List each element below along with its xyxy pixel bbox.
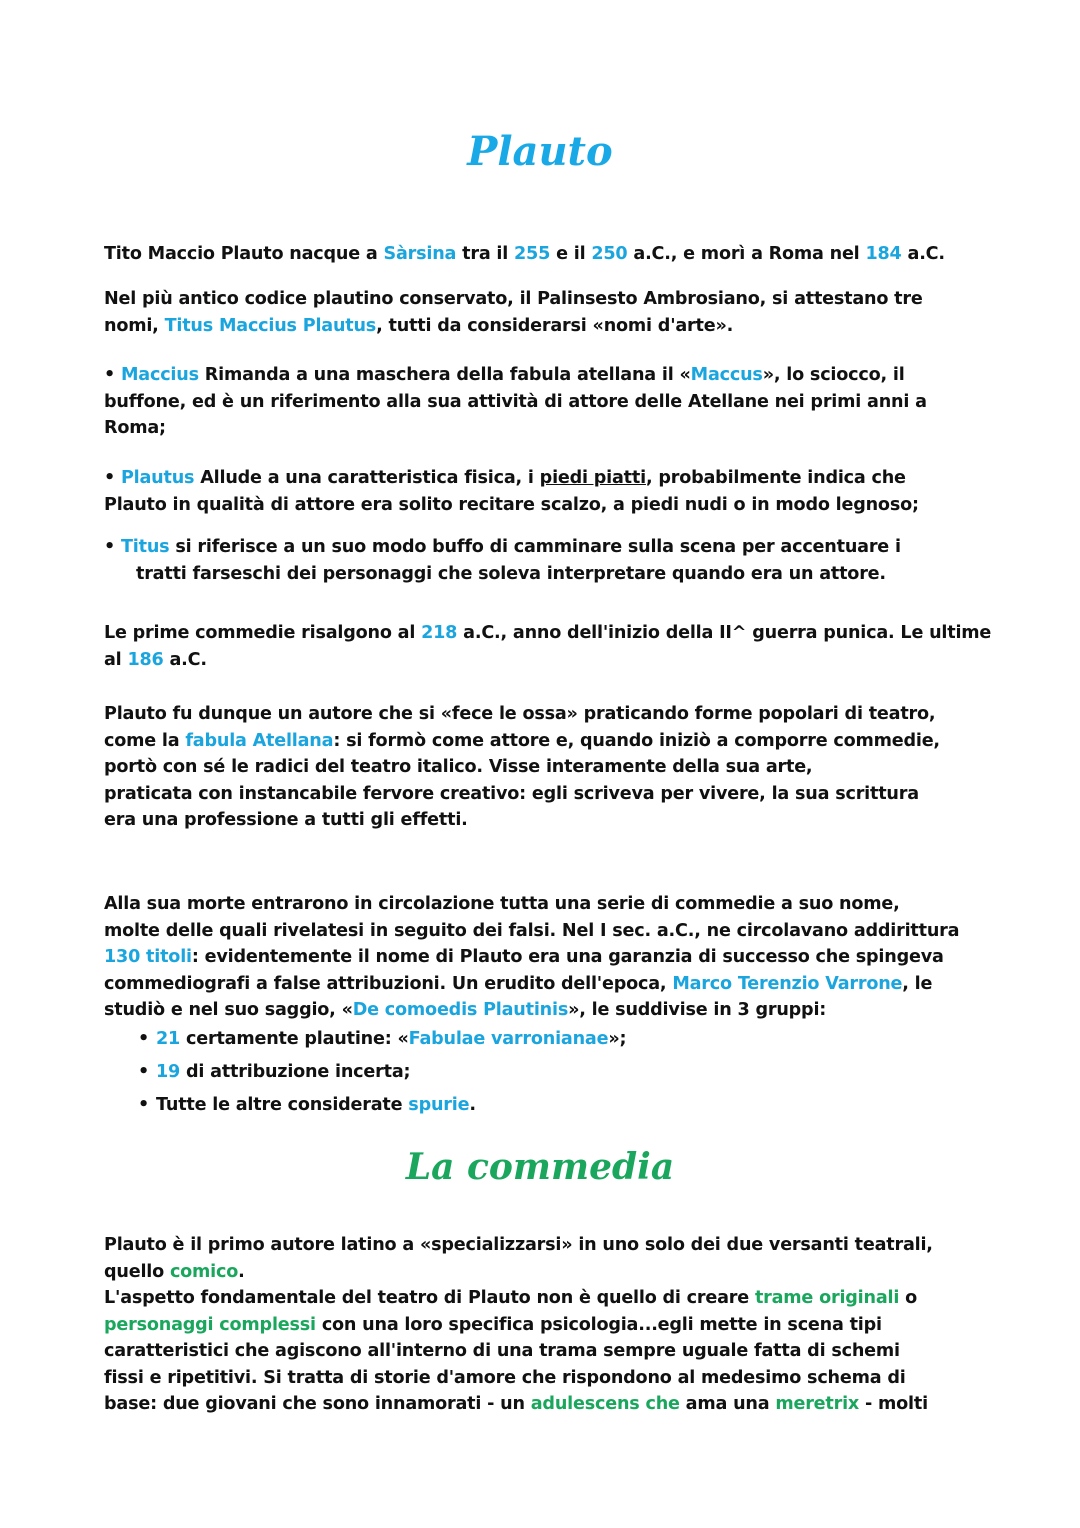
- bullet-dot: •: [104, 365, 121, 385]
- bullet-dot: •: [138, 1095, 150, 1115]
- highlight-names: Titus Maccius Plautus: [164, 315, 377, 336]
- paragraph-attribution: Alla sua morte entrarono in circolazione tutta una serie di commedie a suo nome, molte delle quali rivelatesi in seguito dei falsi. Nel I sec. a.C., ne circolavano addirittura 130 titoli: evidentemente il nome di Plauto era una garanzia di successo che spingeva commediografi a false attribuzioni. Un erudito dell'epoca, Marco Terenzio Varrone, le studiò e nel suo saggio, «De comoedis Plautinis», le suddivise in 3 gruppi:: [104, 894, 960, 1020]
- highlight-sarsina: Sàrsina: [383, 244, 457, 264]
- list-item-group-2: • 19 di attribuzione incerta;: [138, 1059, 410, 1086]
- bullet-maccius: • Maccius Rimanda a una maschera della fabula atellana il «Maccus», lo sciocco, il buffone, ed è un riferimento alla sua attività di attore delle Atellane nei primi anni a Roma;: [104, 365, 927, 438]
- bullet-titus: • Titus si riferisce a un suo modo buffo di camminare sulla scena per accentuare i tratti farseschi dei personaggi che soleva interpretare quando era un attore.: [104, 537, 901, 584]
- section-title-commedia: La commedia: [405, 1146, 675, 1188]
- paragraph-names: Nel più antico codice plautino conservato, il Palinsesto Ambrosiano, si attestano tre nomi, Titus Maccius Plautus, tutti da considerarsi «nomi d'arte».: [104, 289, 923, 336]
- paragraph-birth: Tito Maccio Plauto nacque a Sàrsina tra il 255 e il 250 a.C., e morì a Roma nel 184 a.C.: [104, 244, 945, 264]
- bullet-dot: •: [138, 1029, 150, 1049]
- paragraph-career: Plauto fu dunque un autore che si «fece le ossa» praticando forme popolari di teatro, come la fabula Atellana: si formò come attore e, quando iniziò a comporre commedie, portò con sé le radici del teatro italico. Visse interamente della sua arte, praticata con instancabile fervore creativo: egli scriveva per vivere, la sua scrittura era una professione a tutti gli effetti.: [104, 704, 940, 830]
- paragraph-commedia: Plauto è il primo autore latino a «specializzarsi» in uno solo dei due versanti teatrali, quello comico. L'aspetto fondamentale del teatro di Plauto non è quello di creare trame originali o personaggi complessi con una loro specifica psicologia...egli mette in scena tipi caratteristici che agiscono all'interno di una trama sempre uguale fatta di schemi fissi e ripetitivi. Si tratta di storie d'amore che rispondono al medesimo schema di base: due giovani che sono innamorati - un adulescens che ama una meretrix - molti: [104, 1235, 933, 1414]
- list-item-group-1: • 21 certamente plautine: «Fabulae varronianae»;: [138, 1026, 626, 1053]
- bullet-plautus: • Plautus Allude a una caratteristica fisica, i piedi piatti, probabilmente indica che Plauto in qualità di attore era solito recitare scalzo, a piedi nudi o in modo legnoso;: [104, 468, 919, 515]
- bullet-dot: •: [138, 1062, 150, 1082]
- bullet-dot: •: [104, 468, 121, 488]
- underlined-piedi-piatti: piedi piatti: [539, 468, 646, 488]
- list-item-group-3: • Tutte le altre considerate spurie.: [138, 1092, 476, 1119]
- page-title: Plauto: [467, 128, 613, 175]
- bullet-dot: •: [104, 537, 121, 557]
- paragraph-dates: Le prime commedie risalgono al 218 a.C., anno dell'inizio della II^ guerra punica. Le ultime al 186 a.C.: [104, 623, 992, 670]
